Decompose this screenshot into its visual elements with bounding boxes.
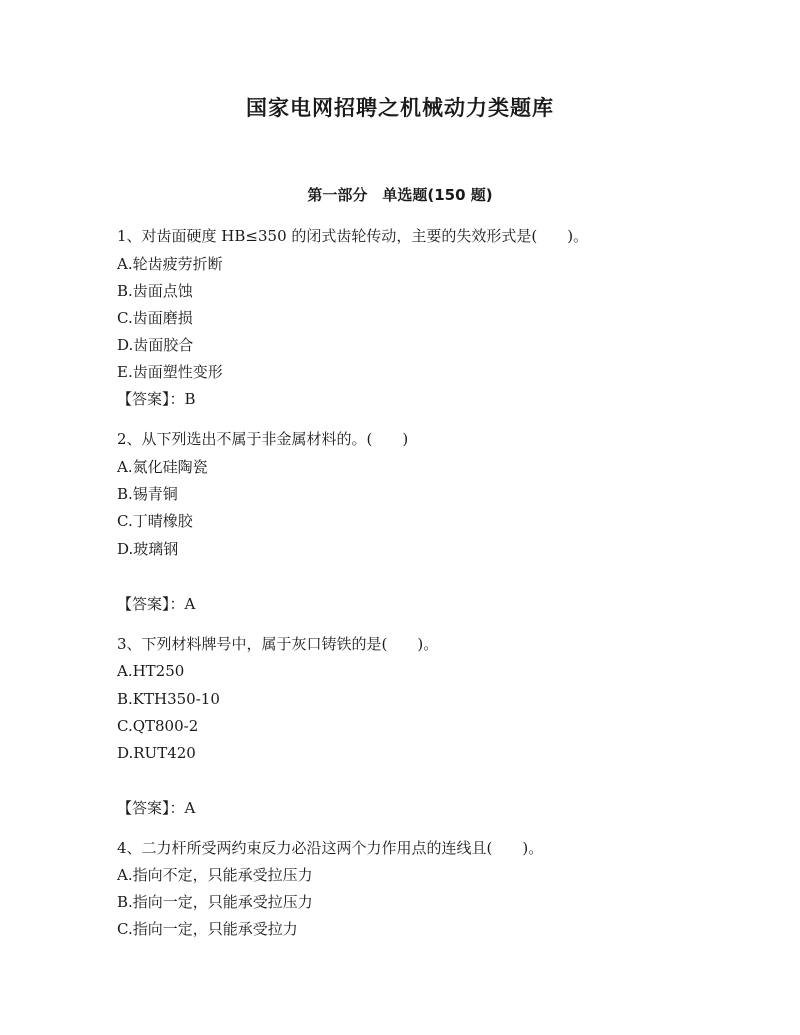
question-2-answer: 【答案】：A	[117, 595, 196, 613]
question-3-option-a: A.HT250	[117, 662, 185, 680]
question-1-option-d: D.齿面胶合	[117, 336, 194, 354]
question-3-option-c: C.QT800-2	[117, 717, 199, 735]
question-1-option-e: E.齿面塑性变形	[117, 363, 223, 381]
question-4-option-b: B.指向一定，只能承受拉压力	[117, 893, 313, 911]
question-2-option-c: C.丁晴橡胶	[117, 512, 193, 530]
question-1-option-c: C.齿面磨损	[117, 309, 193, 327]
question-2-stem: 2、从下列选出不属于非金属材料的。( )	[117, 430, 409, 448]
question-1-stem: 1、对齿面硬度 HB≤350 的闭式齿轮传动，主要的失效形式是( )。	[117, 227, 589, 245]
document-title: 国家电网招聘之机械动力类题库	[246, 96, 554, 120]
question-1-option-b: B.齿面点蚀	[117, 282, 193, 300]
question-1-answer: 【答案】：B	[117, 390, 196, 408]
question-3-answer: 【答案】：A	[117, 799, 196, 817]
section-title: 第一部分 单选题(150 题)	[307, 186, 493, 204]
question-3-option-b: B.KTH350-10	[117, 690, 220, 708]
question-2-option-d: D.玻璃钢	[117, 540, 179, 558]
question-1-option-a: A.轮齿疲劳折断	[117, 255, 223, 273]
question-3-option-d: D.RUT420	[117, 744, 196, 762]
question-3-stem: 3、下列材料牌号中，属于灰口铸铁的是( )。	[117, 635, 439, 653]
question-4-stem: 4、二力杆所受两约束反力必沿这两个力作用点的连线且( )。	[117, 839, 544, 857]
question-2-option-b: B.锡青铜	[117, 485, 178, 503]
question-2-option-a: A.氮化硅陶瓷	[117, 458, 208, 476]
question-4-option-a: A.指向不定，只能承受拉压力	[117, 866, 313, 884]
question-4-option-c: C.指向一定，只能承受拉力	[117, 920, 298, 938]
